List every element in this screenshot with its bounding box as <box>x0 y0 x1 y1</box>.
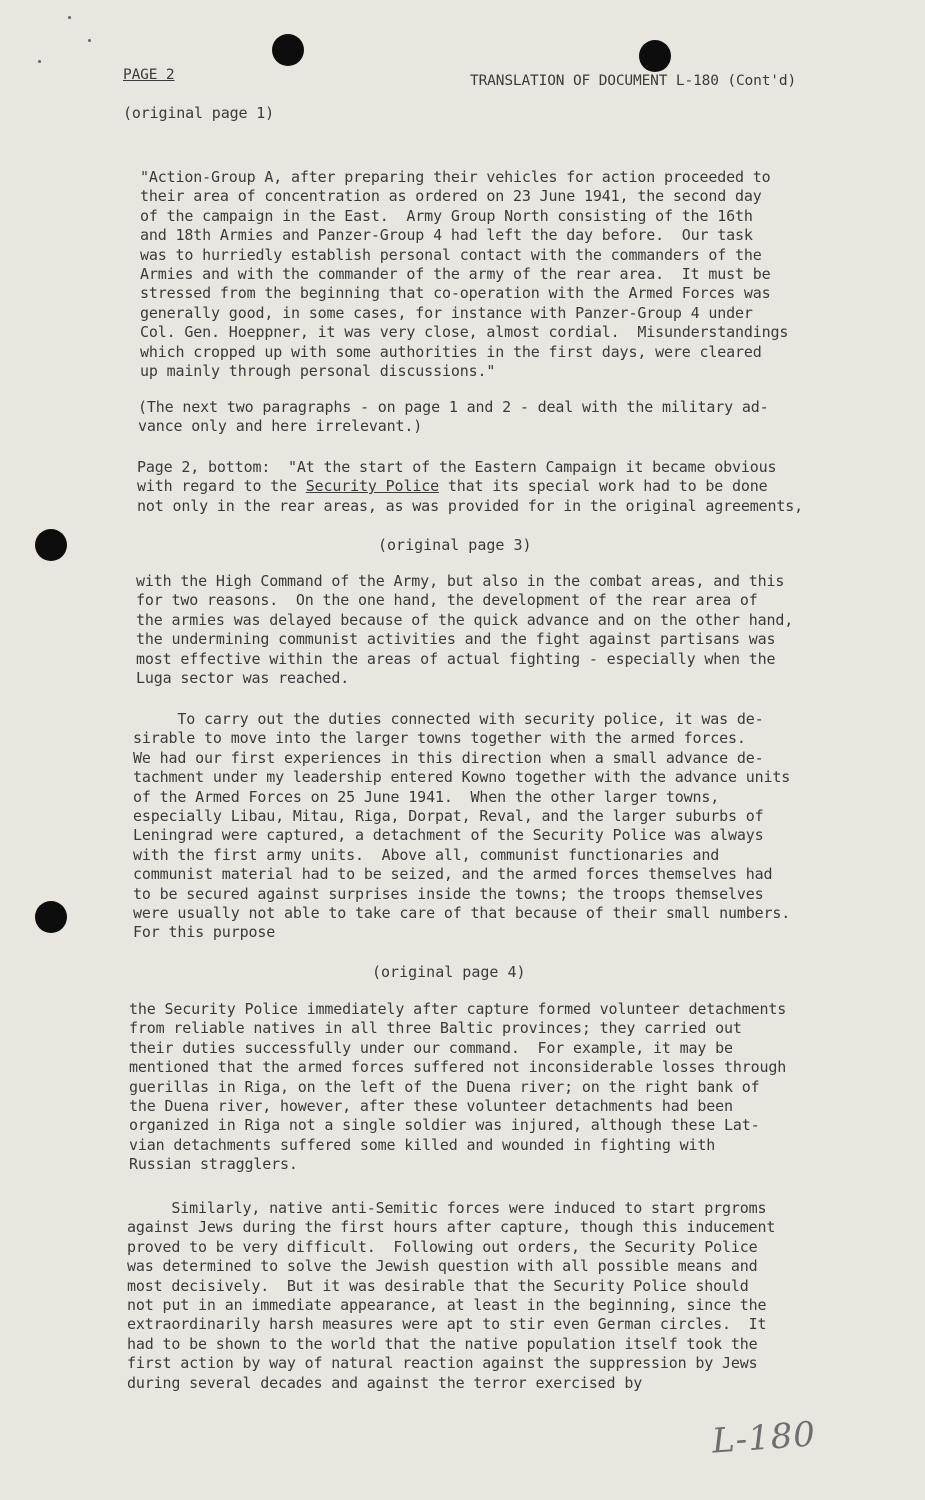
original-page-4-label: (original page 4) <box>372 963 526 981</box>
paper-speck <box>38 60 41 63</box>
page-label: PAGE 2 <box>123 67 175 83</box>
punch-hole-left-lower <box>35 901 67 933</box>
punch-hole-top-right <box>639 40 671 72</box>
paper-speck <box>88 39 91 42</box>
text-after-underline: that its special work had to be done not only in the rear areas, as was provided for in the original agreements, <box>137 477 804 515</box>
original-page-1-label: (original page 1) <box>123 104 274 122</box>
punch-hole-top-left <box>272 34 304 66</box>
paper-speck <box>68 16 71 19</box>
paragraph-volunteer-detachments: the Security Police immediately after capture formed volunteer detachments from reliable natives in all three Baltic provinces; they carried out their duties successfully under our command. For example, it may be mentioned that the armed forces suffered not inconsiderable losses through guerillas in Riga, on the left of the Duena river; on the right bank of the Duena river, however, after these volunteer detachments had been organized in Riga not a single soldier was injured, although these Lat- vian detachments suffered some killed and wounded in fighting with Russian stragglers. <box>129 1000 787 1174</box>
handwritten-document-number: L-180 <box>710 1414 818 1462</box>
document-title: TRANSLATION OF DOCUMENT L-180 (Cont'd) <box>470 73 797 89</box>
original-page-3-label: (original page 3) <box>378 536 532 554</box>
paragraph-editorial-note: (The next two paragraphs - on page 1 and 2 - deal with the military ad- vance only and here irrelevant.) <box>138 398 769 436</box>
paragraph-eastern-campaign <box>137 458 803 516</box>
paragraph-action-group: "Action-Group A, after preparing their vehicles for action proceeded to their area of concentration as ordered on 23 June 1941, the second day of the campaign in the East. Army Group North consisting of the 16th and 18th Armies and Panzer-Group 4 had left the day before. Our task was to hurriedly establish personal contact with the commanders of the Armies and with the commander of the army of the rear area. It must be stressed from the beginning that co-operation with the Armed Forces was generally good, in some cases, for instance with Panzer-Group 4 under Col. Gen. Hoeppner, it was very close, almost cordial. Misunderstandings which cropped up with some authorities in the first days, were cleared up mainly through personal discussions." <box>140 168 789 381</box>
underlined-security-police: Security Police <box>305 477 439 496</box>
text-before-underline: Page 2, bottom: "At the start of the Eastern Campaign it became obvious with regard to the <box>137 458 777 496</box>
paragraph-high-command: with the High Command of the Army, but also in the combat areas, and this for two reasons. On the one hand, the development of the rear area of the armies was delayed because of the quick advance and on the other hand, the undermining communist activities and the fight against partisans was most effective within the areas of actual fighting - especially when the Luga sector was reached. <box>136 572 794 688</box>
paragraph-duties: To carry out the duties connected with security police, it was de- sirable to move into the larger towns together with the armed forces. We had our first experiences in this direction when a small advance de- tachment under my leadership entered Kowno together with the advance units of the Armed Forces on 25 June 1941. When the other larger towns, especially Libau, Mitau, Riga, Dorpat, Reval, and the larger suburbs of Leningrad were captured, a detachment of the Security Police was always with the first army units. Above all, communist functionaries and communist material had to be seized, and the armed forces themselves had to be secured against surprises inside the towns; the troops themselves were usually not able to take care of that because of their small numbers. For this purpose <box>133 710 791 942</box>
paragraph-native-forces: Similarly, native anti-Semitic forces were induced to start prgroms against Jews during the first hours after capture, though this inducement proved to be very difficult. Following out orders, the Security Police was determined to solve the Jewish question with all possible means and most decisively. But it was desirable that the Security Police should not put in an immediate appearance, at least in the beginning, since the extraordinarily harsh measures were apt to stir even German circles. It had to be shown to the world that the native population itself took the first action by way of natural reaction against the suppression by Jews during several decades and against the terror exercised by <box>127 1199 776 1392</box>
punch-hole-left-middle <box>35 529 67 561</box>
